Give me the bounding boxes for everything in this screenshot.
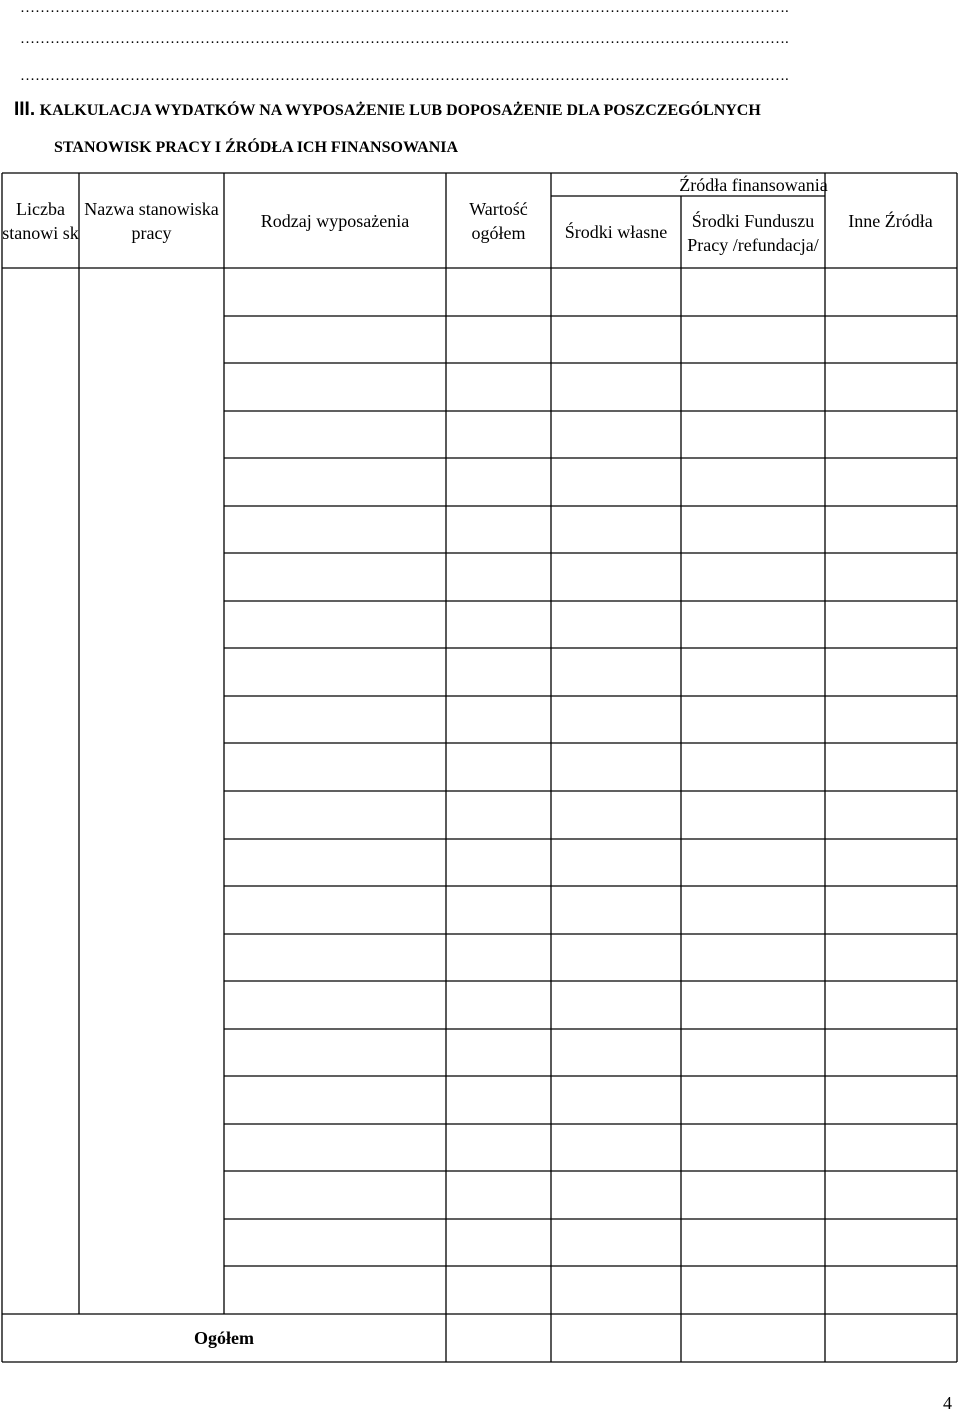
header-count: Liczba stanowi sk	[2, 198, 79, 243]
total-row-label: Ogółem	[194, 1328, 254, 1348]
dotted-line-3: ……………………………………………………………………………………………………………………………………….	[20, 68, 789, 84]
header-position-name: Nazwa stanowiska pracy	[84, 198, 219, 243]
page-number: 4	[943, 1393, 952, 1413]
header-total-value: Wartość ogółem	[469, 198, 528, 243]
dotted-line-2: ……………………………………………………………………………………………………………………………………….	[20, 31, 789, 47]
dotted-line-1: ……………………………………………………………………………………………………………………………………….	[20, 0, 789, 16]
section-title-line-1: KALKULACJA WYDATKÓW NA WYPOSAŻENIE LUB DOPOSAŻENIE DLA POSZCZEGÓLNYCH	[39, 102, 761, 119]
header-own-funds: Środki własne	[564, 221, 668, 242]
header-funding-sources: Źródła finansowania	[679, 175, 828, 195]
section-title-line-2: STANOWISK PRACY I ŹRÓDŁA ICH FINANSOWANIA	[54, 139, 459, 156]
section-number: III.	[14, 99, 36, 120]
header-other-sources: Inne Źródła	[848, 210, 933, 231]
header-labor-fund: Środki Funduszu Pracy /refundacja/	[687, 210, 819, 255]
header-equipment-type: Rodzaj wyposażenia	[260, 210, 410, 231]
